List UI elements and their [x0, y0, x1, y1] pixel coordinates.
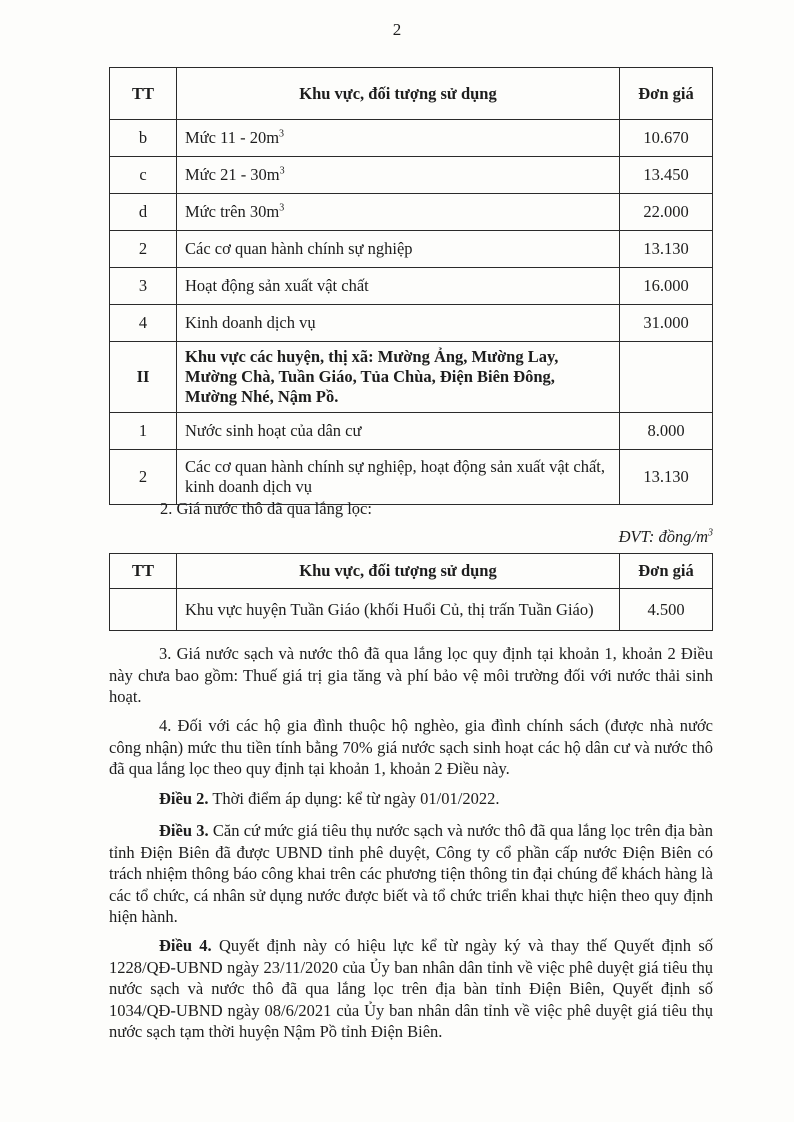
paragraph-4: 4. Đối với các hộ gia đình thuộc hộ nghèo, gia đình chính sách (được nhà nước công nhận) mức thu tiền tính bằng 70% giá nước sạch sinh hoạt các hộ dân cư và nước thô đã qua lắng lọc theo quy định tại khoản 1, khoản 2 Điều này.	[109, 716, 713, 778]
row-area: Khu vực các huyện, thị xã: Mường Ảng, Mường Lay, Mường Chà, Tuần Giáo, Tủa Chùa, Điện Biên Đông, Mường Nhé, Nậm Pồ.	[177, 342, 620, 413]
row-area-text: Mức 11 - 20m	[185, 128, 280, 147]
row-price: 8.000	[620, 413, 713, 450]
article-3-heading: Điều 3.	[159, 821, 209, 840]
unit-label	[619, 527, 713, 547]
table-header-row	[110, 554, 713, 589]
row-tt: d	[110, 194, 177, 231]
article-2-heading: Điều 2.	[159, 789, 209, 808]
row-price: 16.000	[620, 268, 713, 305]
unit-superscript: 3	[279, 202, 285, 214]
header-price: Đơn giá	[620, 554, 713, 589]
header-price: Đơn giá	[620, 68, 713, 120]
row-tt: b	[110, 120, 177, 157]
row-area: Các cơ quan hành chính sự nghiệp, hoạt động sản xuất vật chất, kinh doanh dịch vụ	[177, 450, 620, 505]
row-price: 10.670	[620, 120, 713, 157]
page-number: 2	[392, 20, 402, 39]
article-3-text: Căn cứ mức giá tiêu thụ nước sạch và nước thô đã qua lắng lọc trên địa bàn tỉnh Điện Biên đã được UBND tỉnh phê duyệt, Công ty cổ phần cấp nước Điện Biên có trách nhiệm thông báo công khai trên các phương tiện thông tin đại chúng để khách hàng là các tổ chức, cá nhân sử dụng nước được biết và tổ chức triển khai thực hiện theo quy định hiện hành.	[109, 821, 713, 926]
row-tt: 4	[110, 305, 177, 342]
unit-label-text: ĐVT: đồng/m	[618, 527, 708, 546]
row-area: Khu vực huyện Tuần Giáo (khối Huổi Củ, thị trấn Tuần Giáo)	[177, 589, 620, 631]
unit-superscript: 3	[708, 527, 713, 539]
row-tt: 2	[110, 231, 177, 268]
table-row	[110, 157, 713, 194]
header-area: Khu vực, đối tượng sử dụng	[177, 68, 620, 120]
article-2	[109, 788, 713, 810]
row-tt: 1	[110, 413, 177, 450]
row-tt: II	[110, 342, 177, 413]
row-price: 31.000	[620, 305, 713, 342]
table-row	[110, 194, 713, 231]
article-4-text: Quyết định này có hiệu lực kể từ ngày ký và thay thế Quyết định số 1228/QĐ-UBND ngày 23/11/2020 của Ủy ban nhân dân tỉnh về việc phê duyệt giá tiêu thụ nước sạch và nước thô đã qua lắng lọc trên địa bàn tỉnh Điện Biên, Quyết định số 1034/QĐ-UBND ngày 08/6/2021 của Ủy ban nhân dân tỉnh về việc phê duyệt giá tiêu thụ nước sạch tạm thời huyện Nậm Pồ tỉnh Điện Biên.	[109, 936, 713, 1041]
table-row	[110, 450, 713, 505]
header-tt: TT	[110, 554, 177, 589]
row-area	[177, 120, 620, 157]
water-price-table	[109, 67, 713, 505]
table-row	[110, 413, 713, 450]
article-3	[109, 820, 713, 928]
row-area	[177, 194, 620, 231]
row-area-text: Mức 21 - 30m	[185, 165, 280, 184]
row-area: Kinh doanh dịch vụ	[177, 305, 620, 342]
row-price: 13.130	[620, 231, 713, 268]
row-price: 13.450	[620, 157, 713, 194]
table-row	[110, 231, 713, 268]
table-header-row	[110, 68, 713, 120]
article-4	[109, 935, 713, 1043]
table-row	[110, 589, 713, 631]
unit-superscript: 3	[279, 128, 285, 140]
row-tt: 2	[110, 450, 177, 505]
row-area: Nước sinh hoạt của dân cư	[177, 413, 620, 450]
header-area: Khu vực, đối tượng sử dụng	[177, 554, 620, 589]
row-area: Các cơ quan hành chính sự nghiệp	[177, 231, 620, 268]
row-price: 13.130	[620, 450, 713, 505]
unit-superscript: 3	[279, 165, 285, 177]
row-tt	[110, 589, 177, 631]
header-tt: TT	[110, 68, 177, 120]
table-row	[110, 120, 713, 157]
row-area: Hoạt động sản xuất vật chất	[177, 268, 620, 305]
row-price: 22.000	[620, 194, 713, 231]
article-4-heading: Điều 4.	[159, 936, 212, 955]
row-area	[177, 157, 620, 194]
row-tt: 3	[110, 268, 177, 305]
table-section-row	[110, 342, 713, 413]
table-row	[110, 268, 713, 305]
raw-water-price-table	[109, 553, 713, 631]
table-row	[110, 305, 713, 342]
article-2-text: Thời điểm áp dụng: kể từ ngày 01/01/2022.	[208, 789, 500, 808]
row-tt: c	[110, 157, 177, 194]
row-price: 4.500	[620, 589, 713, 631]
section-2-title: 2. Giá nước thô đã qua lắng lọc:	[160, 499, 372, 518]
paragraph-3: 3. Giá nước sạch và nước thô đã qua lắng lọc quy định tại khoản 1, khoản 2 Điều này chưa bao gồm: Thuế giá trị gia tăng và phí bảo vệ môi trường đối với nước thải sinh hoạt.	[109, 644, 713, 706]
row-area-text: Mức trên 30m	[185, 202, 280, 221]
row-price	[620, 342, 713, 413]
